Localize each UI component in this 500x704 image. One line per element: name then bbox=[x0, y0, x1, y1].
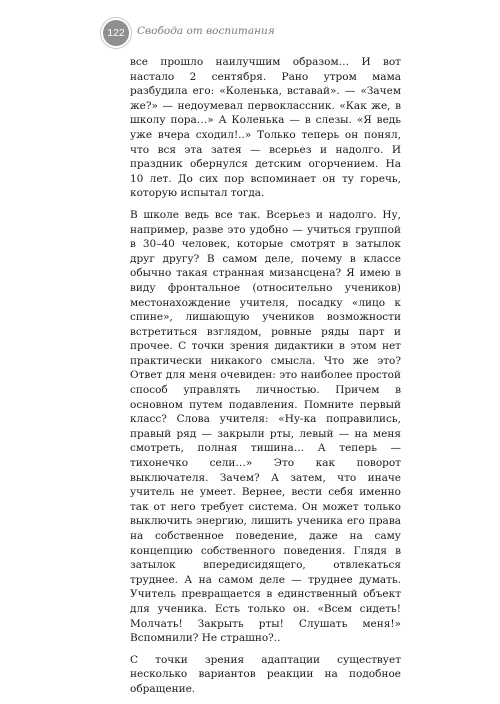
running-title: Свобода от воспитания bbox=[137, 25, 275, 37]
body-text bbox=[130, 55, 401, 704]
paragraph: В школе ведь все так. Всерьез и надолго. Ну, например, разве это удобно — учиться группой в 30–40 человек, которые смотрят в затылок друг другу? В самом деле, почему в классе обычно такая странная мизансцена? Я имею в виду фронтальное (относительно учеников) местонахождение учителя, посадку «лицо к спине», лишающую учеников возможности встретиться взглядом, ровные ряды парт и прочее. С точки зрения дидактики в этом нет практически никакого смысла. Что же это? Ответ для меня очевиден: это наиболее простой способ управлять личностью. Причем в основном путем подавления. Помните первый класс? Слова учителя: «Ну-ка поправились, правый ряд — закрыли рты, левый — на меня смотреть, полная тишина… А теперь — тихонечко сели…» Это как поворот выключателя. Зачем? А затем, что иначе учитель не умеет. Вернее, вести себя именно так от него требует система. Он может только выключить энергию, лишить ученика его права на собственное поведение, даже на саму концепцию собственного поведения. Глядя в затылок впередисидящего, отвлекаться труднее. А на самом деле — труднее думать. Учитель превращается в единственный объект для ученика. Есть только он. «Всем сидеть! Молчать! Закрыть рты! Слушать меня!» Вспомнили? Не страшно?.. bbox=[130, 208, 401, 645]
page-number-badge: 122 bbox=[103, 20, 129, 46]
paragraph: все прошло наилучшим образом… И вот настало 2 сентября. Рано утром мама разбудила его: «Коленька, вставай». — «Зачем же?» — недоумевал первоклассник. «Как же, в школу пора…» А Коленька — в слезы. «Я ведь уже вчера сходил!..» Только теперь он понял, что вся эта затея — всерьез и надолго. И праздник обернулся детским огорчением. На 10 лет. До сих пор вспоминает он ту горечь, которую испытал тогда. bbox=[130, 56, 401, 200]
paragraph: С точки зрения адаптации существует несколько вариантов реакции на подобное обращение. bbox=[130, 653, 401, 695]
